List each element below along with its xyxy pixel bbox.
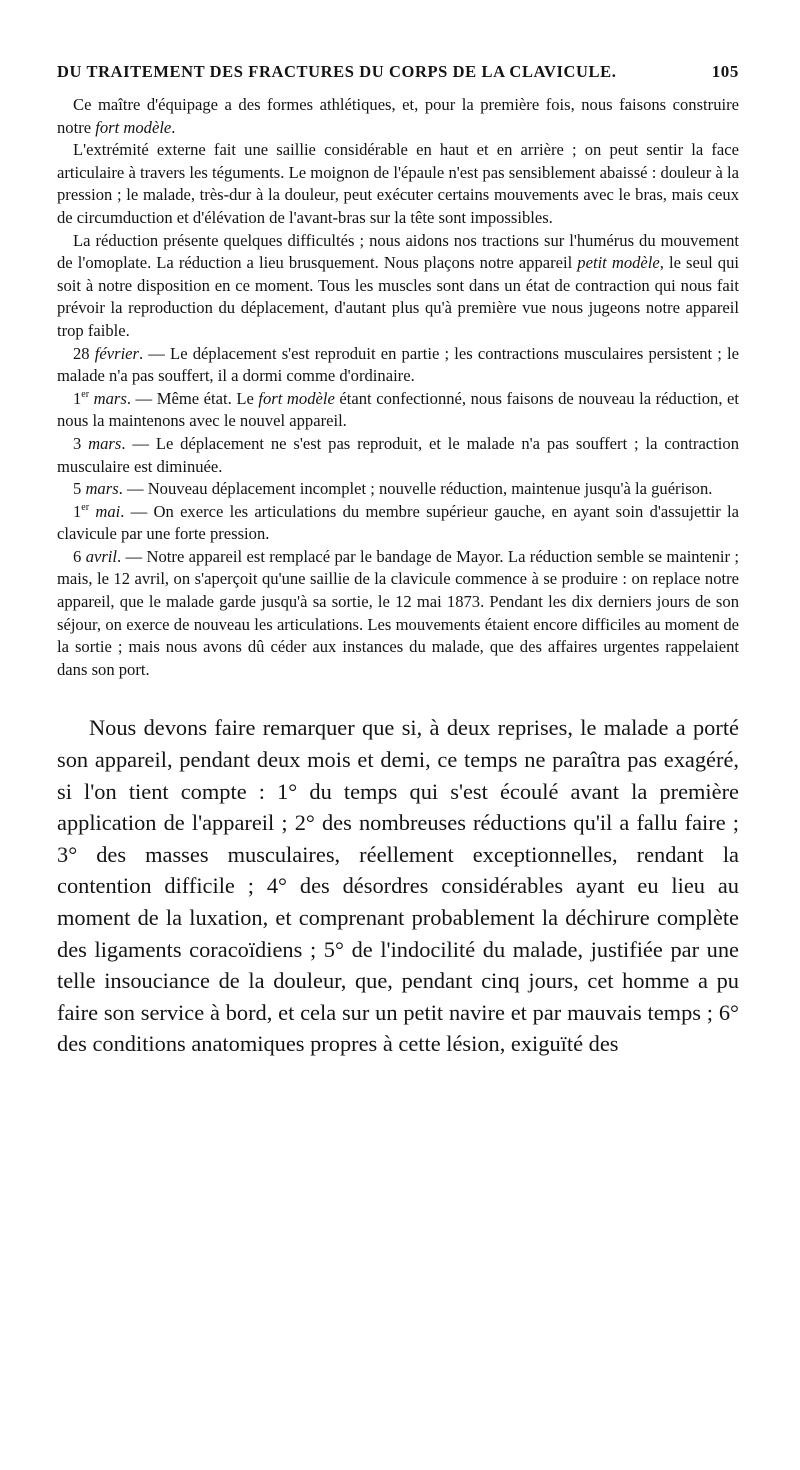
entry-date: mai: [89, 501, 121, 521]
entry-date: mars: [88, 433, 122, 453]
entry-date: février: [94, 343, 139, 363]
paragraph-3: La réduction présente quelques difficultés ; nous aidons nos tractions sur l'humérus du mouvement de l'omoplate. La réduction a lieu brusquement. Nous plaçons notre appareil petit modèle, le seul qui soit à notre disposition en ce moment. Tous les muscles sont dans un état de contraction qui nous fait prévoir la reproduction du déplacement, d'autant plus qu'à première vue nous jugeons notre appareil trop faible.: [57, 230, 739, 340]
book-page: [57, 62, 739, 1060]
entry-date: mars: [85, 479, 119, 499]
paragraph-2: L'extrémité externe fait une saillie considérable en haut et en arrière ; on peut sentir la face articulaire à travers les téguments. Le moignon de l'épaule n'est pas sensiblement abaissé : douleur à la pression ; le malade, très-dur à la douleur, peut exécuter certains mouvements avec le bras, mais ceux de circumduction et d'élévation de l'avant-bras sur la tête sont impossibles.: [57, 140, 739, 227]
entry-28-fevrier: 28 février. — Le déplacement s'est reproduit en partie ; les contractions musculaires persistent ; le malade n'a pas souffert, il a dormi comme d'ordinaire.: [57, 343, 740, 386]
header-title: DU TRAITEMENT DES FRACTURES DU CORPS DE LA CLAVICULE.: [57, 62, 617, 81]
entry-date: mars: [89, 388, 127, 408]
entry-6-avril: 6 avril. — Notre appareil est remplacé par le bandage de Mayor. La réduction semble se maintenir ; mais, le 12 avril, on s'aperçoit qu'une saillie de la clavicule commence à se produire : on replace notre appareil, que le malade garde jusqu'à sa sortie, le 12 mai 1873. Pendant les dix derniers jours de son séjour, on exerce de nouveau les articulations. Les mouvements étaient encore difficiles au moment de la sortie ; mais nous avons dû céder aux instances du malade, que des affaires urgentes rappelaient dans son port.: [57, 546, 739, 679]
running-header: [57, 62, 739, 82]
entry-date: avril: [85, 546, 118, 566]
paragraph-1: Ce maître d'équipage a des formes athlétiques, et, pour la première fois, nous faisons construire notre fort modèle.: [57, 95, 739, 137]
entry-1-mai: 1er mai. — On exerce les articulations du membre supérieur gauche, en ayant soin d'assujettir la clavicule par une forte pression.: [57, 501, 740, 544]
entry-3-mars: 3 mars. — Le déplacement ne s'est pas reproduit, et le malade n'a pas souffert ; la contraction musculaire est diminuée.: [57, 433, 739, 476]
entry-1-mars: 1er mars. — Même état. Le fort modèle étant confectionné, nous faisons de nouveau la réduction, et nous la maintenons avec le nouvel appareil.: [57, 388, 739, 431]
commentary-paragraph: Nous devons faire remarquer que si, à deux reprises, le malade a porté son appareil, pendant deux mois et demi, ce temps ne paraîtra pas exagéré, si l'on tient compte : 1° du temps qui s'est écoulé avant la première application de l'appareil ; 2° des nombreuses réductions qu'il a fallu faire ; 3° des masses musculaires, réellement exceptionnelles, rendant la contention difficile ; 4° des désordres considérables ayant eu lieu au moment de la luxation, et comprenant probablement la déchirure complète des ligaments coracoïdiens ; 5° de l'indocilité du malade, justifiée par une telle insouciance de la douleur, que, pendant cinq jours, cet homme a pu faire son service à bord, et cela sur un petit navire et par mauvais temps ; 6° des conditions anatomiques propres à cette lésion, exiguïté des: [57, 715, 739, 1057]
page-number: 105: [711, 62, 739, 81]
commentary: [57, 712, 739, 1060]
case-notes: [57, 94, 739, 681]
entry-5-mars: 5 mars. — Nouveau déplacement incomplet ; nouvelle réduction, maintenue jusqu'à la guérison.: [73, 479, 713, 499]
